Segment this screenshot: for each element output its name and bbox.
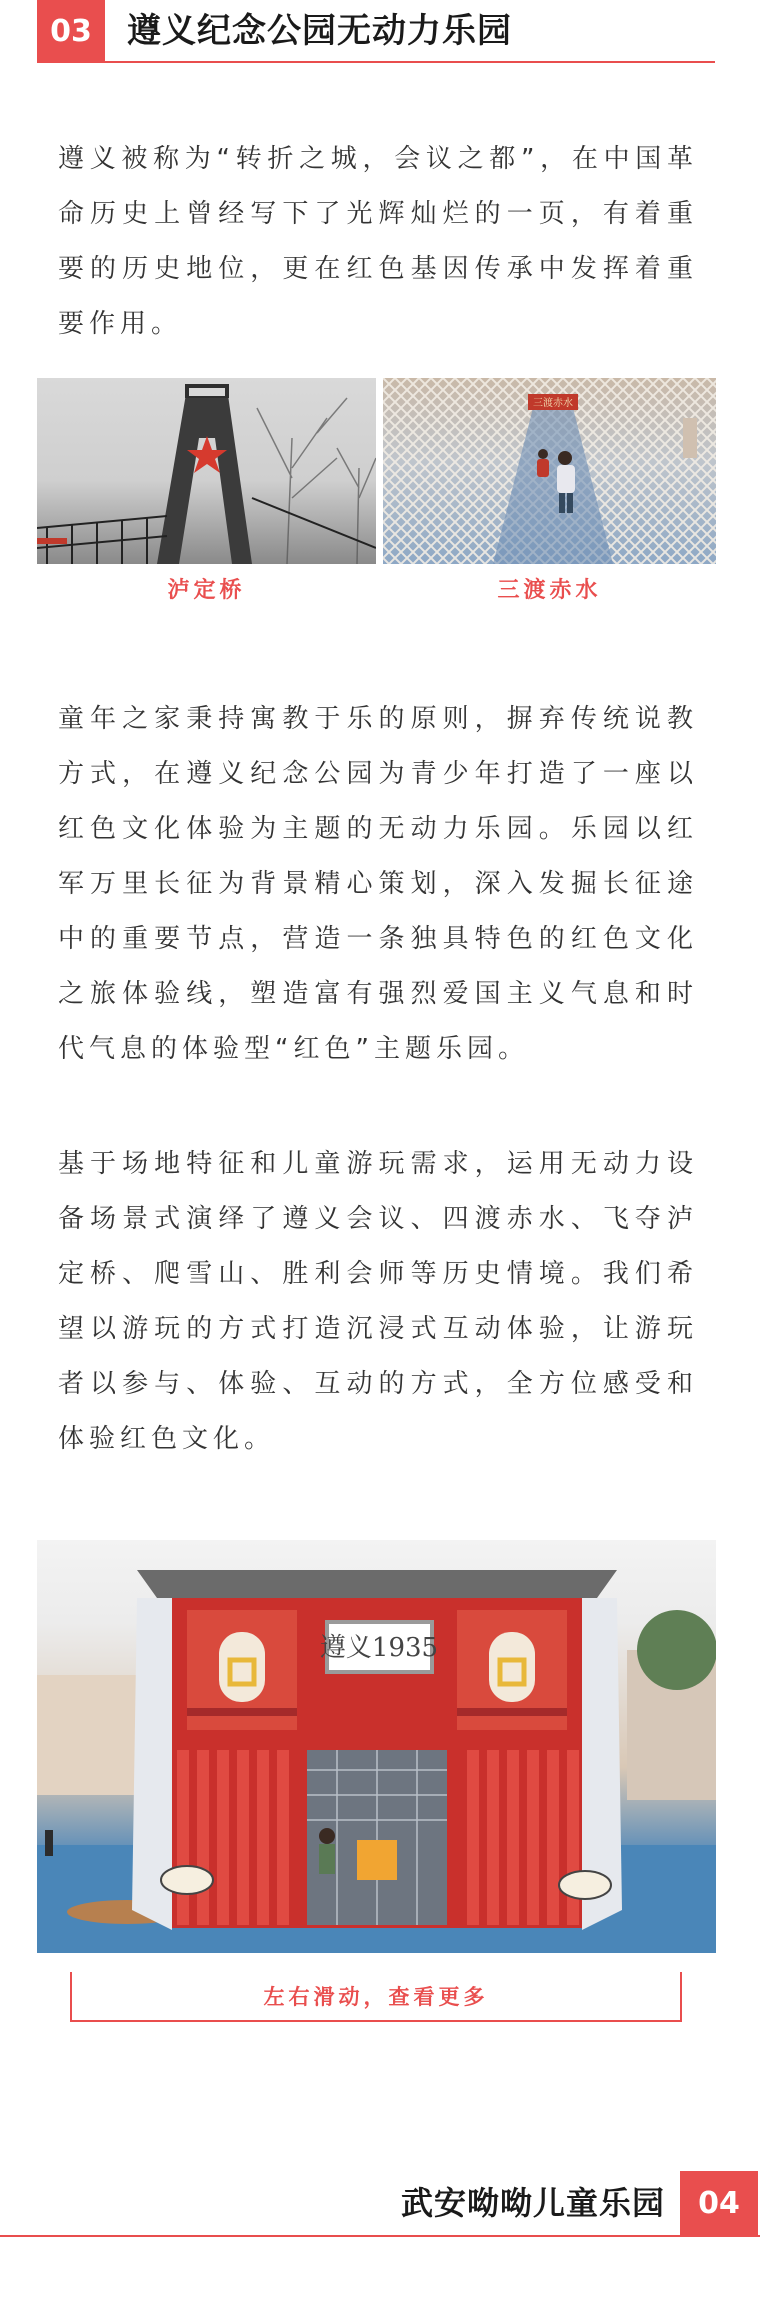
slide-hint-text: 左右滑动，查看更多	[263, 1985, 489, 2009]
playhouse-illustration	[37, 1540, 716, 1953]
next-section-number-badge: 04	[680, 2171, 758, 2235]
design-paragraph: 基于场地特征和儿童游玩需求，运用无动力设备场景式演绎了遵义会议、四渡赤水、飞夺泸定桥、爬雪山、胜利会师等历史情境。我们希望以游玩的方式打造沉浸式互动体验，让游玩者以参与、体验、互动的方式，全方位感受和体验红色文化。	[58, 1149, 698, 1454]
chishui-caption: 三渡赤水	[497, 578, 602, 603]
section-number-badge: 03	[37, 0, 105, 63]
section-title: 遵义纪念公园无动力乐园	[127, 11, 512, 51]
section-divider	[37, 61, 715, 63]
next-section-title: 武安呦呦儿童乐园	[400, 2184, 665, 2222]
net-bridge-illustration	[383, 378, 716, 564]
building-sign-text: 遵义1935	[319, 1633, 439, 1663]
luding-bridge-photo	[37, 378, 376, 564]
luding-bridge-illustration	[37, 378, 376, 564]
chishui-net-bridge-photo	[383, 378, 716, 564]
intro-paragraph: 遵义被称为“转折之城，会议之都”，在中国革命历史上曾经写下了光辉灿烂的一页，有着重要的历史地位，更在红色基因传承中发挥着重要作用。	[58, 144, 698, 339]
luding-bridge-caption: 泸定桥	[167, 578, 246, 603]
zunyi-meeting-playhouse-photo	[37, 1540, 716, 1953]
slide-hint-box[interactable]	[70, 1972, 682, 2022]
next-section-header	[0, 2171, 760, 2237]
next-section-divider	[0, 2235, 760, 2237]
section-header	[37, 0, 715, 63]
net-bridge-sign: 三渡赤水	[533, 398, 573, 409]
concept-paragraph: 童年之家秉持寓教于乐的原则，摒弃传统说教方式，在遵义纪念公园为青少年打造了一座以红色文化体验为主题的无动力乐园。乐园以红军万里长征为背景精心策划，深入发掘长征途中的重要节点，营造一条独具特色的红色文化之旅体验线，塑造富有强烈爱国主义气息和时代气息的体验型“红色”主题乐园。	[58, 704, 698, 1064]
